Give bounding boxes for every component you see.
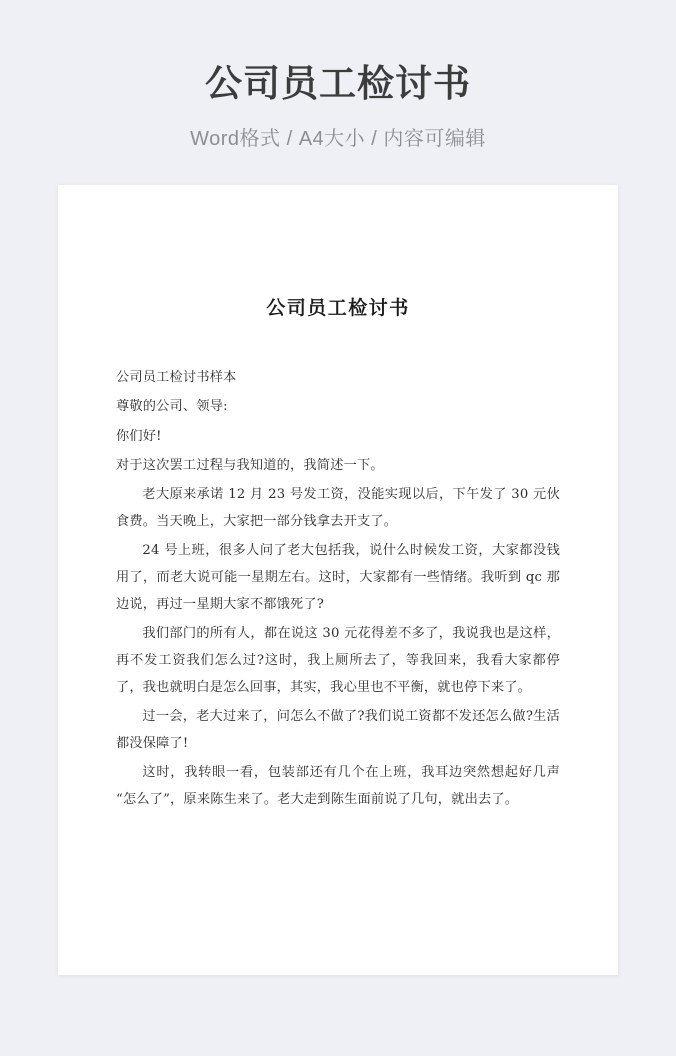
document-preview-area bbox=[58, 185, 618, 975]
document-paragraph: 老大原来承诺 12 月 23 号发工资，没能实现以后，下午发了 30 元伙食费。当天晚上，大家把一部分钱拿去开支了。 bbox=[116, 486, 560, 529]
document-paragraph: 这时，我转眼一看，包装部还有几个在上班，我耳边突然想起好几声“怎么了”，原来陈生来了。老大走到陈生面前说了几句，就出去了。 bbox=[116, 765, 560, 808]
document-paragraph: 公司员工检讨书样本 bbox=[116, 370, 237, 386]
document-sheet bbox=[58, 185, 618, 975]
page-title: 公司员工检讨书 bbox=[205, 63, 471, 104]
document-paragraph: 你们好! bbox=[116, 428, 162, 444]
document-paragraph: 尊敬的公司、领导: bbox=[116, 399, 228, 415]
document-paragraph: 24 号上班，很多人问了老大包括我，说什么时候发工资，大家都没钱用了，而老大说可能一星期左右。这时，大家都有一些情绪。我听到 qc 那边说，再过一星期大家不都饿死了? bbox=[116, 542, 560, 612]
document-paragraph: 过一会，老大过来了，问怎么不做了?我们说工资都不发还怎么做?生活都没保障了! bbox=[116, 709, 560, 752]
document-paragraph: 对于这次罢工过程与我知道的，我简述一下。 bbox=[116, 457, 384, 473]
header bbox=[0, 0, 676, 151]
document-paragraph: 我们部门的所有人，都在说这 30 元花得差不多了，我说我也是这样，再不发工资我们怎么过?这时，我上厕所去了，等我回来，我看大家都停了，我也就明白是怎么回事，其实，我心里也不平衡，就也停下来了。 bbox=[116, 625, 560, 696]
document-title: 公司员工检讨书 bbox=[266, 297, 410, 320]
document-body bbox=[116, 364, 560, 813]
page-subtitle: Word格式 / A4大小 / 内容可编辑 bbox=[190, 128, 486, 151]
